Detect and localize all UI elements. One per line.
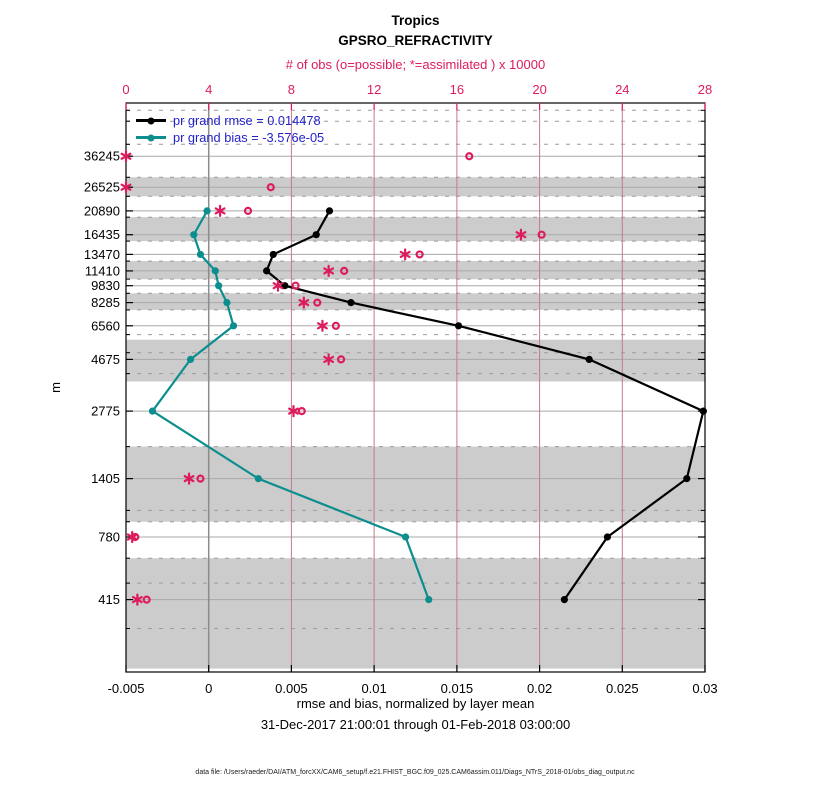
x-axis-label: rmse and bias, normalized by layer mean xyxy=(296,696,535,711)
svg-text:415: 415 xyxy=(98,592,120,608)
date-range-label: 31-Dec-2017 21:00:01 through 01-Feb-2018 03:00:00 xyxy=(260,717,571,732)
svg-text:8: 8 xyxy=(287,82,296,97)
svg-text:36245: 36245 xyxy=(83,148,120,164)
svg-text:-0.005: -0.005 xyxy=(107,681,145,696)
top-axis-label: # of obs (o=possible; *=assimilated ) x 10000 xyxy=(285,57,546,72)
svg-text:20890: 20890 xyxy=(83,203,120,219)
svg-text:780: 780 xyxy=(98,529,120,545)
svg-text:0.01: 0.01 xyxy=(361,681,387,696)
layer-band xyxy=(126,217,705,241)
svg-text:6560: 6560 xyxy=(91,318,120,334)
svg-text:12: 12 xyxy=(366,82,382,97)
svg-text:16435: 16435 xyxy=(83,227,120,243)
svg-text:2775: 2775 xyxy=(91,403,120,419)
svg-text:0: 0 xyxy=(205,681,213,696)
legend-label-rmse: pr grand rmse = 0.014478 xyxy=(173,113,321,128)
svg-text:9830: 9830 xyxy=(91,278,120,294)
svg-text:11410: 11410 xyxy=(84,263,120,279)
y-axis-label: m xyxy=(47,382,63,393)
svg-text:0.005: 0.005 xyxy=(275,681,308,696)
plot-subtitle: GPSRO_REFRACTIVITY xyxy=(338,33,493,48)
svg-text:20: 20 xyxy=(532,82,547,97)
svg-text:4: 4 xyxy=(205,82,213,97)
legend-line-rmse xyxy=(136,119,166,122)
layer-band xyxy=(126,293,705,310)
svg-text:8285: 8285 xyxy=(91,295,120,311)
data-file-path: data file: /Users/raeder/DAI/ATM_forcXX/CAM6_setup/f.e21.FHIST_BGC.f09_025.CAM6assim.011/Diags_NTrS_2018-01/obs_diag_output.nc xyxy=(195,769,635,776)
svg-text:26525: 26525 xyxy=(83,179,120,195)
legend-item-bias xyxy=(136,129,324,146)
plot-title: Tropics xyxy=(391,13,440,28)
svg-text:16: 16 xyxy=(449,82,465,97)
svg-text:4675: 4675 xyxy=(91,351,120,367)
layer-band xyxy=(126,340,705,382)
svg-text:0.02: 0.02 xyxy=(526,681,553,696)
svg-text:24: 24 xyxy=(615,82,630,97)
svg-text:0.015: 0.015 xyxy=(440,681,474,696)
svg-text:28: 28 xyxy=(697,82,713,97)
legend-marker-bias xyxy=(148,134,155,141)
legend-label-bias: pr grand bias = -3.576e-05 xyxy=(173,130,325,145)
svg-text:0.025: 0.025 xyxy=(606,681,639,696)
layer-band xyxy=(126,558,705,668)
svg-text:0.03: 0.03 xyxy=(692,681,718,696)
legend-marker-rmse xyxy=(148,117,155,124)
legend-item-rmse xyxy=(136,112,324,129)
svg-text:0: 0 xyxy=(122,82,130,97)
shaded-bands xyxy=(126,177,705,668)
legend-line-bias xyxy=(136,136,166,139)
svg-text:1405: 1405 xyxy=(91,471,120,487)
svg-text:13470: 13470 xyxy=(83,246,120,262)
legend xyxy=(136,112,324,146)
